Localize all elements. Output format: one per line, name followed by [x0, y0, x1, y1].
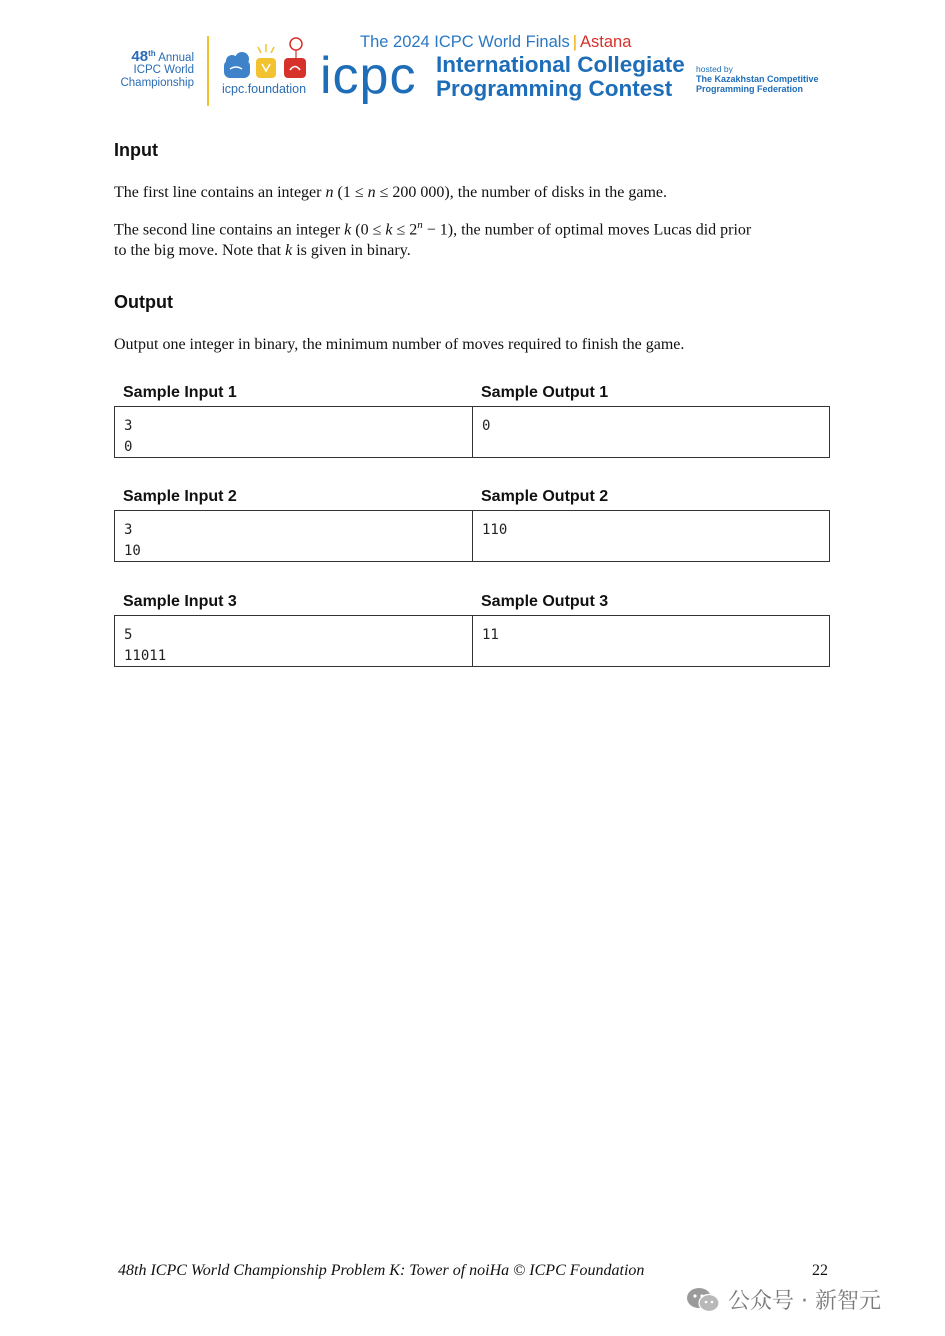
host-city: Astana — [580, 33, 632, 51]
sample-3 — [114, 593, 830, 667]
p2-text-a: The second line contains an integer — [114, 221, 345, 239]
host-org-line1: The Kazakhstan Competitive — [696, 74, 819, 84]
page-footer: 48th ICPC World Championship Problem K: Tower of noiHa © ICPC Foundation — [118, 1262, 645, 1279]
p2-text-e: to the big move. Note that — [114, 242, 286, 260]
sample-input-label: Sample Input 1 — [123, 384, 237, 401]
world-finals-text: The 2024 ICPC World Finals — [360, 33, 570, 51]
sample-input-label: Sample Input 2 — [123, 488, 237, 505]
p1-var-n-2: n — [367, 184, 376, 201]
p2-var-k-3: k — [285, 242, 293, 260]
p2-text-c: ≤ 2 — [392, 221, 418, 239]
p2-exponent-n: n — [417, 219, 423, 231]
sample-box — [114, 510, 830, 562]
annual-number: 48 — [131, 47, 149, 65]
sample-output-cell: 110 — [472, 511, 829, 561]
sample-input-cell: 3 10 — [124, 522, 141, 559]
p1-text-a: The first line contains an integer — [114, 184, 326, 201]
p2-var-k: k — [344, 221, 352, 239]
contest-name-line1: International Collegiate — [436, 52, 685, 77]
icpc-wordmark: icpc — [320, 47, 417, 105]
contest-name-line2: Programming Contest — [436, 76, 673, 101]
annual-suffix: th — [148, 49, 156, 58]
annual-championship-label — [112, 48, 194, 89]
p2-var-k-2: k — [385, 221, 393, 239]
host-org-line2: Programming Federation — [696, 84, 804, 94]
hosted-by-label: hosted by — [696, 64, 733, 74]
sample-2 — [114, 488, 830, 562]
contest-full-name — [436, 53, 685, 101]
output-paragraph: Output one integer in binary, the minimum number of moves required to finish the game. — [114, 336, 685, 353]
output-heading: Output — [114, 292, 173, 312]
input-paragraph-2 — [114, 215, 830, 261]
p1-text-c: ≤ 200 000), the number of disks in the game. — [375, 184, 667, 201]
sample-output-cell: 11 — [472, 616, 829, 666]
world-finals-title — [360, 33, 631, 52]
sample-output-label: Sample Output 1 — [481, 384, 609, 401]
sample-output-label: Sample Output 2 — [481, 488, 609, 505]
sample-input-cell: 3 0 — [124, 418, 133, 455]
p2-text-b: (0 ≤ — [351, 221, 386, 239]
foundation-logo-icon — [222, 36, 312, 84]
sample-1 — [114, 384, 830, 458]
page-number: 22 — [812, 1262, 828, 1279]
p2-text-f: is given in binary. — [292, 242, 411, 260]
input-heading: Input — [114, 140, 158, 160]
annual-word: Annual — [158, 51, 194, 64]
watermark — [686, 1284, 881, 1315]
sample-input-cell: 5 11011 — [124, 627, 167, 664]
foundation-url: icpc.foundation — [222, 82, 307, 96]
sample-input-label: Sample Input 3 — [123, 593, 237, 610]
watermark-text: 公众号 · 新智元 — [728, 1289, 881, 1314]
p1-var-n: n — [325, 184, 334, 201]
input-paragraph-1 — [114, 182, 830, 203]
annual-line3: Championship — [120, 76, 194, 89]
sample-box — [114, 615, 830, 667]
p1-text-b: (1 ≤ — [333, 184, 368, 201]
wechat-icon — [686, 1287, 720, 1313]
hosted-by-block — [696, 64, 819, 94]
p2-text-d: − 1), the number of optimal moves Lucas did prior — [422, 221, 752, 239]
title-separator: | — [572, 33, 577, 51]
annual-line2: ICPC World — [133, 64, 194, 77]
sample-box — [114, 406, 830, 458]
sample-output-cell: 0 — [472, 407, 829, 457]
header-divider — [207, 36, 209, 106]
sample-output-label: Sample Output 3 — [481, 593, 609, 610]
